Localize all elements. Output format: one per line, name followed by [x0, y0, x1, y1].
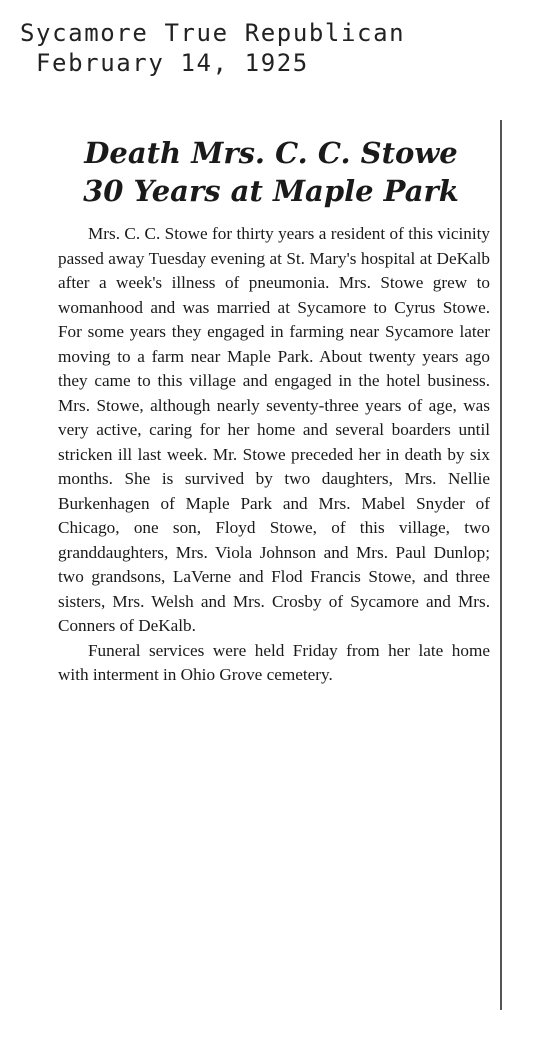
publication-date: February 14, 1925	[36, 49, 309, 77]
article-paragraph-1: Mrs. C. C. Stowe for thirty years a resident of this vicinity passed away Tuesday evening at St. Mary's hospital at DeKalb after a week's illness of pneumonia. Mrs. Stowe grew to womanhood and was married at Sycamore to Cyrus Stowe. For some years they engaged in farming near Sycamore later moving to a farm near Maple Park. About twenty years ago they came to this village and engaged in the hotel business. Mrs. Stowe, although nearly seventy-three years of age, was very active, caring for her home and several boarders until stricken ill last week. Mr. Stowe preceded her in death by six months. She is survived by two daughters, Mrs. Nellie Burkenhagen of Maple Park and Mrs. Mabel Snyder of Chicago, one son, Floyd Stowe, of this village, two granddaughters, Mrs. Viola Johnson and Mrs. Paul Dunlop; two grandsons, LaVerne and Flod Francis Stowe, and three sisters, Mrs. Welsh and Mrs. Crosby of Sycamore and Mrs. Conners of DeKalb.	[58, 224, 490, 635]
article-body	[58, 222, 490, 688]
article-paragraph-2: Funeral services were held Friday from her late home with interment in Ohio Grove cemetery.	[58, 640, 490, 684]
newspaper-name: Sycamore True Republican	[20, 19, 406, 47]
headline-line-2: 30 Years at Maple Park	[83, 174, 459, 208]
source-label	[0, 0, 534, 78]
headline-line-1: Death Mrs. C. C. Stowe	[84, 136, 458, 170]
newspaper-clipping	[50, 120, 502, 1010]
headline	[50, 134, 500, 210]
